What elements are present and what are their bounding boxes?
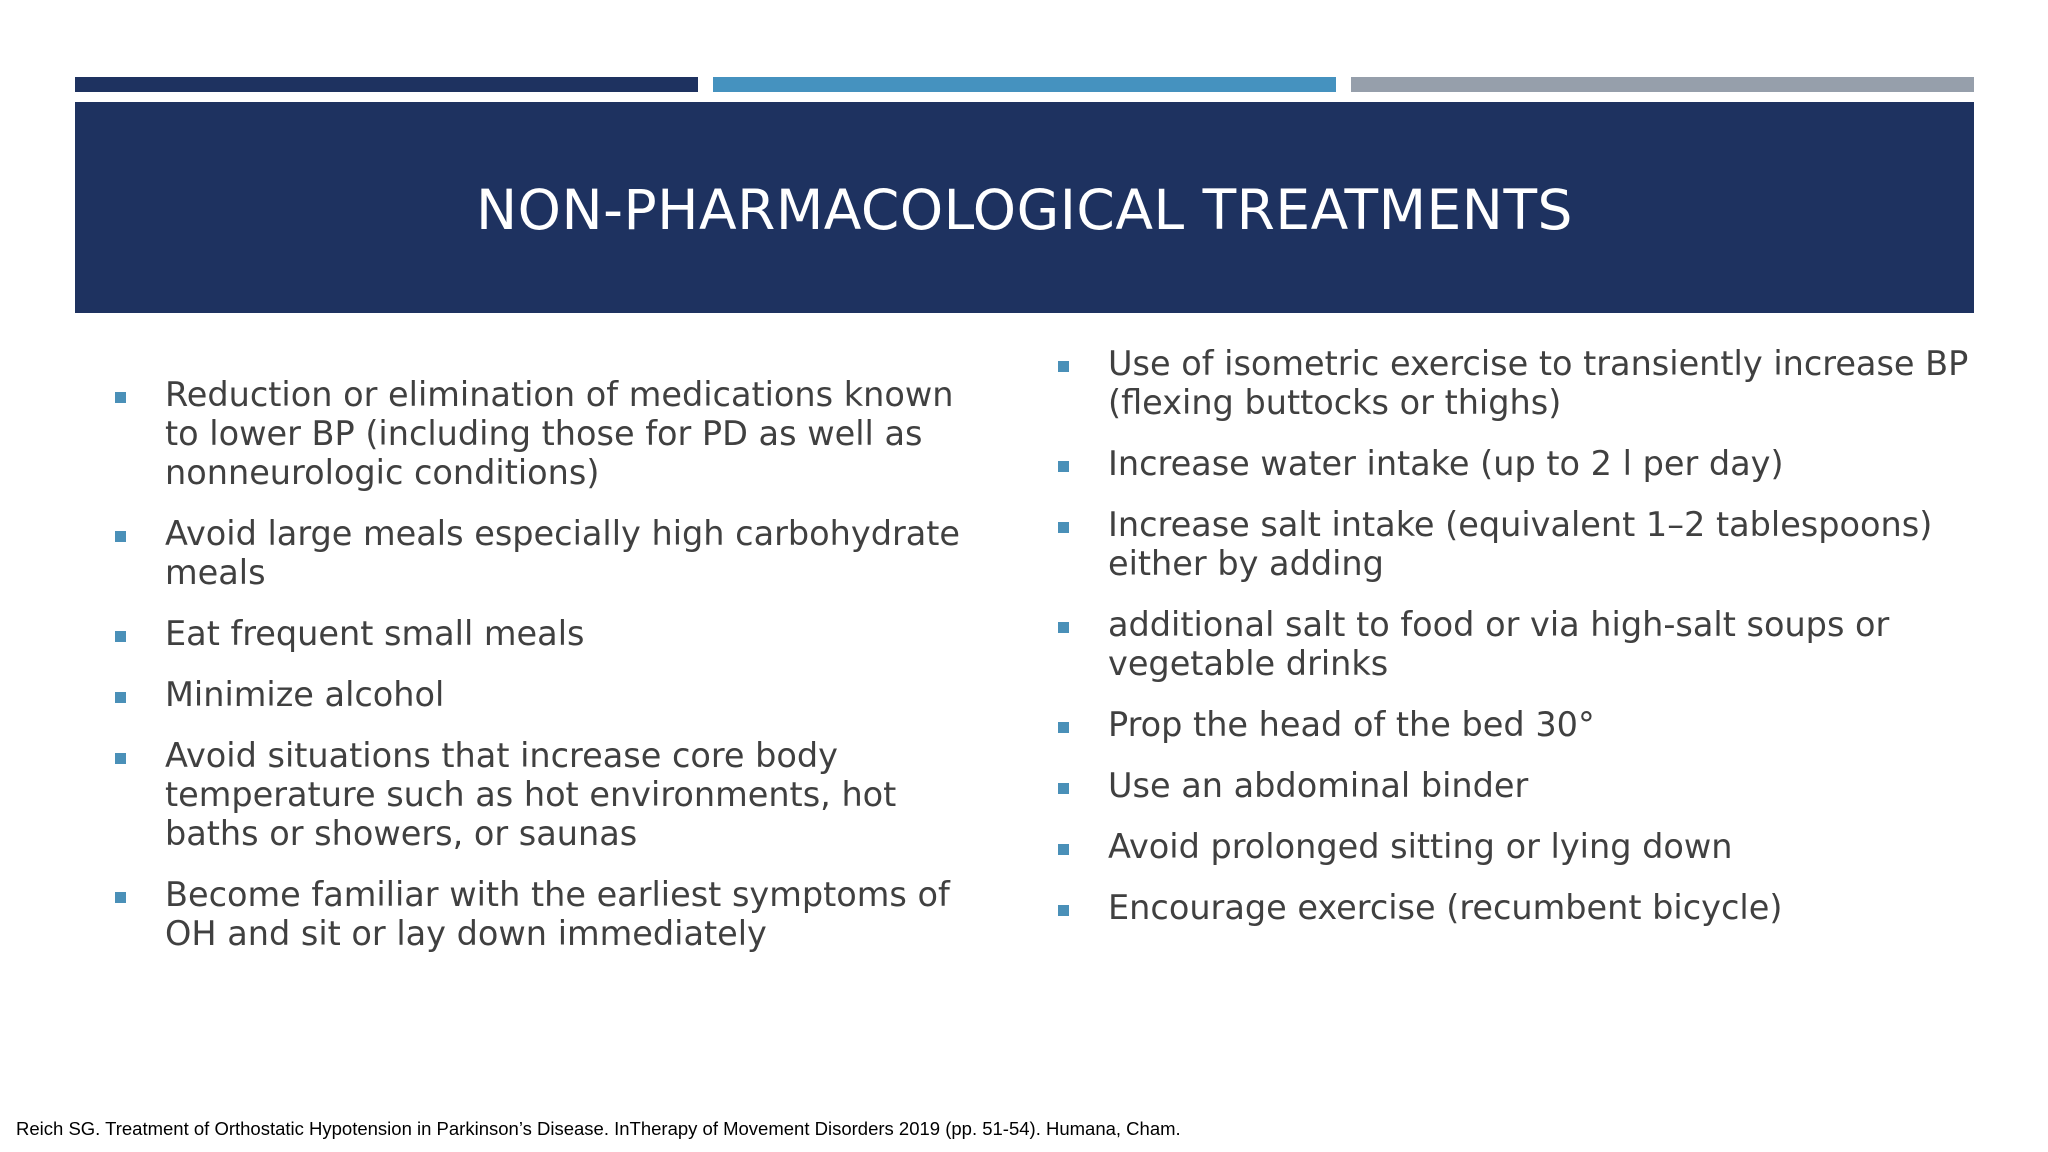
bullet-text: Use an abdominal binder: [1108, 766, 1529, 805]
bullet-text: Increase water intake (up to 2 l per day): [1108, 444, 1784, 483]
bullet-item: [1055, 344, 1975, 422]
right-bullet-list: [1055, 344, 1975, 949]
bullet-text: Avoid prolonged sitting or lying down: [1108, 827, 1733, 866]
bullet-item: [1055, 827, 1975, 866]
square-bullet-icon: [1058, 722, 1069, 733]
bullet-text: Minimize alcohol: [165, 675, 445, 714]
bullet-text: Eat frequent small meals: [165, 614, 585, 653]
bullet-text: Prop the head of the bed 30°: [1108, 705, 1595, 744]
bullet-text: Avoid situations that increase core body temperature such as hot environments, hot baths or showers, or saunas: [165, 736, 897, 853]
square-bullet-icon: [115, 753, 126, 764]
citation-text: Reich SG. Treatment of Orthostatic Hypotension in Parkinson’s Disease. InTherapy of Movement Disorders 2019 (pp. 51-54). Humana, Cham.: [16, 1118, 1181, 1139]
square-bullet-icon: [1058, 844, 1069, 855]
bullet-item: [1055, 605, 1975, 683]
square-bullet-icon: [1058, 622, 1069, 633]
bullet-text: additional salt to food or via high-salt soups or vegetable drinks: [1108, 605, 1890, 683]
square-bullet-icon: [115, 692, 126, 703]
square-bullet-icon: [1058, 783, 1069, 794]
accent-bar-navy: [75, 77, 698, 92]
left-bullet-list: [112, 375, 992, 975]
bullet-item: [112, 675, 992, 714]
title-band: [75, 102, 1974, 313]
bullet-text: Become familiar with the earliest symptoms of OH and sit or lay down immediately: [165, 875, 950, 953]
bullet-item: [1055, 705, 1975, 744]
square-bullet-icon: [115, 531, 126, 542]
bullet-text: Increase salt intake (equivalent 1–2 tablespoons) either by adding: [1108, 505, 1933, 583]
bullet-item: [112, 514, 992, 592]
bullet-text: Encourage exercise (recumbent bicycle): [1108, 888, 1783, 927]
square-bullet-icon: [1058, 461, 1069, 472]
bullet-item: [1055, 444, 1975, 483]
slide-title: NON-PHARMACOLOGICAL TREATMENTS: [476, 177, 1573, 242]
bullet-item: [1055, 888, 1975, 927]
accent-bar-gray: [1351, 77, 1974, 92]
square-bullet-icon: [1058, 361, 1069, 372]
bullet-item: [112, 614, 992, 653]
square-bullet-icon: [1058, 522, 1069, 533]
square-bullet-icon: [115, 631, 126, 642]
square-bullet-icon: [115, 392, 126, 403]
bullet-text: Avoid large meals especially high carbohydrate meals: [165, 514, 961, 592]
bullet-item: [112, 736, 992, 853]
bullet-item: [112, 875, 992, 953]
square-bullet-icon: [1058, 905, 1069, 916]
bullet-text: Reduction or elimination of medications known to lower BP (including those for PD as well as nonneurologic conditions): [165, 375, 954, 492]
bullet-item: [1055, 505, 1975, 583]
square-bullet-icon: [115, 892, 126, 903]
bullet-item: [1055, 766, 1975, 805]
bullet-item: [112, 375, 992, 492]
accent-bar-blue: [713, 77, 1336, 92]
bullet-text: Use of isometric exercise to transiently increase BP (flexing buttocks or thighs): [1108, 344, 1969, 422]
